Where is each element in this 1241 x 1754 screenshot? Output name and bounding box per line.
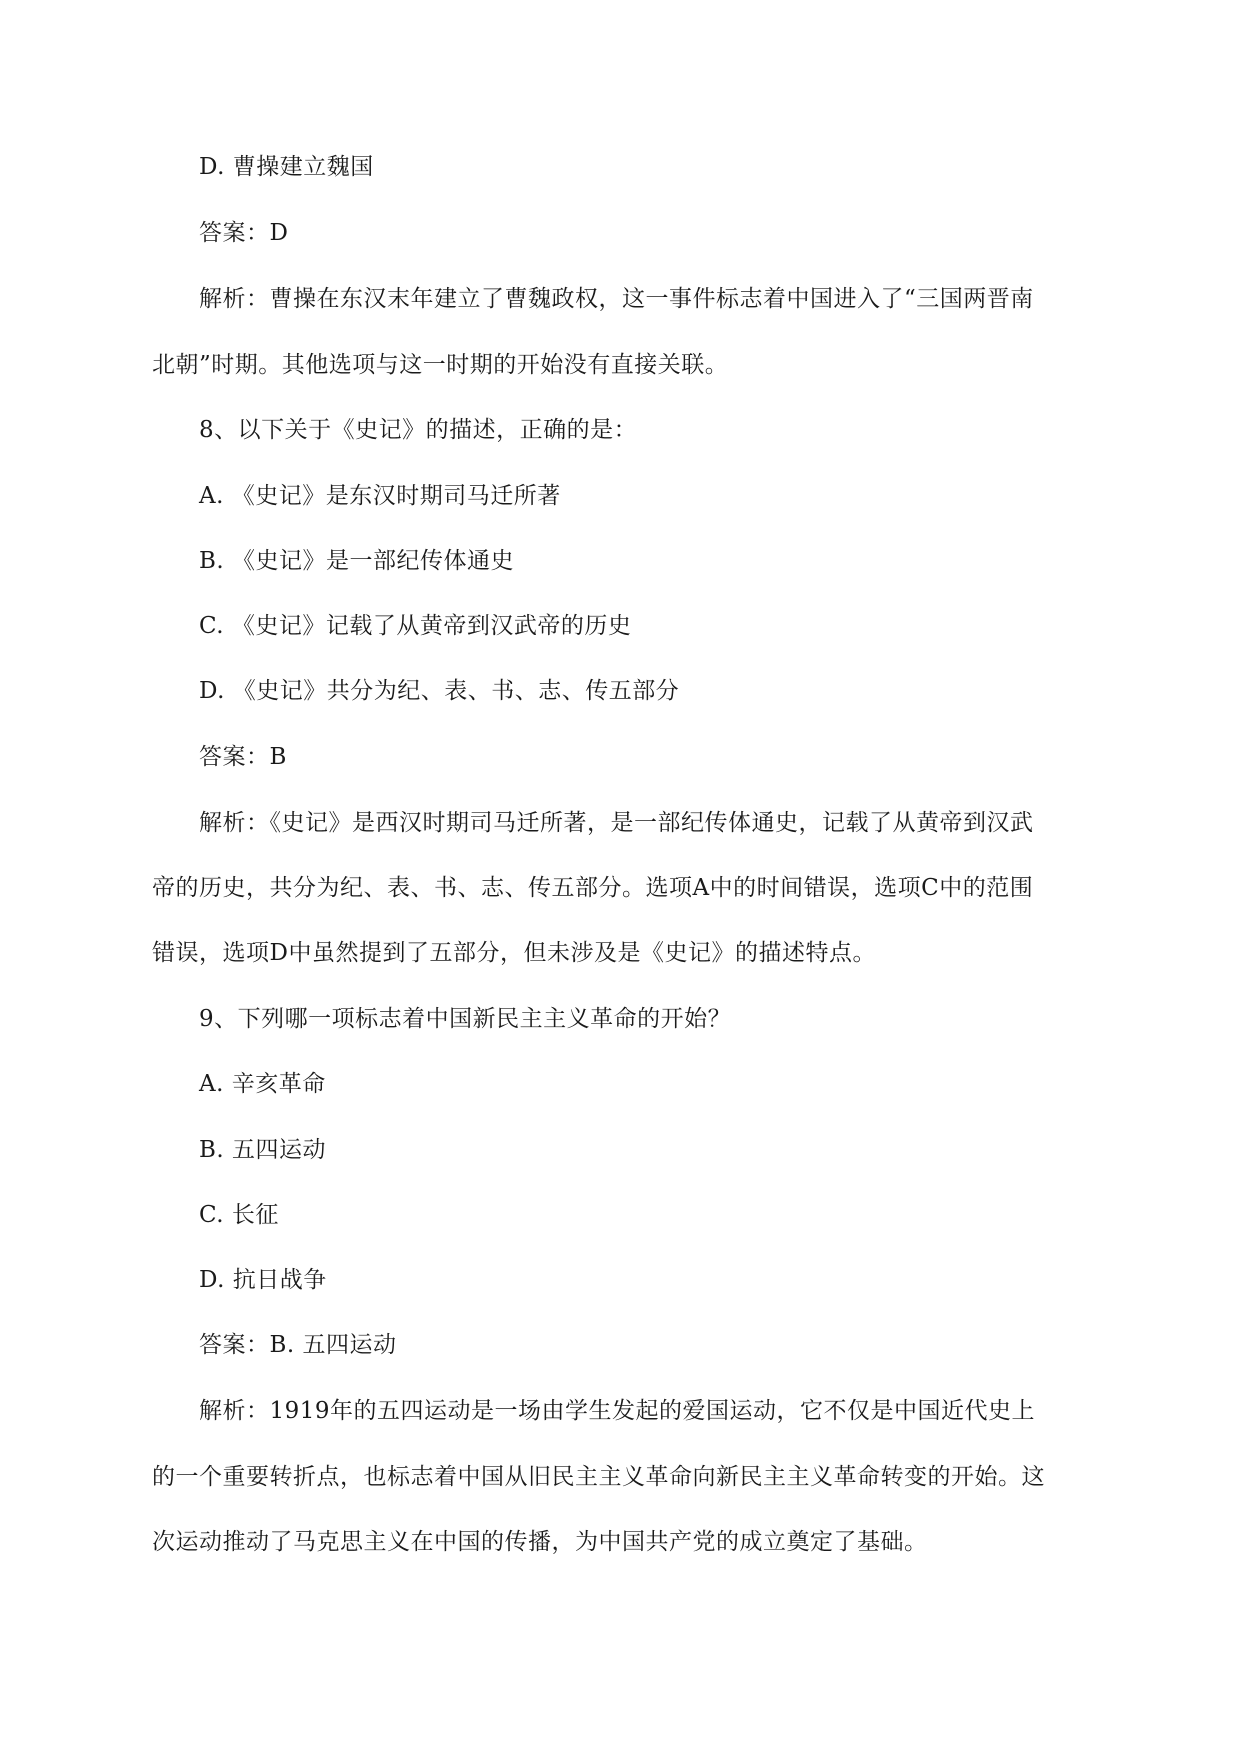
q9-question: 9、下列哪一项标志着中国新民主主义革命的开始？: [199, 1006, 732, 1032]
q8-explanation-line-3: 错误，选项D中虽然提到了五部分，但未涉及是《史记》的描述特点。: [152, 940, 876, 966]
q9-option-a: A. 辛亥革命: [199, 1071, 326, 1097]
q8-answer: 答案：B: [199, 744, 287, 770]
q8-option-b: B. 《史记》是一部纪传体通史: [199, 548, 515, 574]
q8-option-c: C. 《史记》记载了从黄帝到汉武帝的历史: [199, 613, 632, 639]
q9-option-d: D. 抗日战争: [199, 1267, 327, 1293]
q9-option-c: C. 长征: [199, 1202, 279, 1228]
q8-explanation-line-1: 解析：《史记》是西汉时期司马迁所著，是一部纪传体通史，记载了从黄帝到汉武: [199, 810, 1034, 836]
q8-question: 8、以下关于《史记》的描述，正确的是：: [199, 417, 638, 443]
q8-option-a: A. 《史记》是东汉时期司马迁所著: [199, 483, 561, 509]
q7-option-d: D. 曹操建立魏国: [199, 154, 374, 180]
q7-explanation-line-1: 解析：曹操在东汉末年建立了曹魏政权，这一事件标志着中国进入了“三国两晋南: [199, 286, 1034, 312]
q8-option-d: D. 《史记》共分为纪、表、书、志、传五部分: [199, 678, 680, 704]
q8-explanation-line-2: 帝的历史，共分为纪、表、书、志、传五部分。选项A中的时间错误，选项C中的范围: [152, 875, 1034, 901]
q9-explanation-line-2: 的一个重要转折点，也标志着中国从旧民主主义革命向新民主主义革命转变的开始。这: [152, 1464, 1045, 1490]
q9-explanation-line-3: 次运动推动了马克思主义在中国的传播，为中国共产党的成立奠定了基础。: [152, 1529, 928, 1555]
q9-answer: 答案：B. 五四运动: [199, 1332, 397, 1358]
q7-answer: 答案：D: [199, 220, 289, 246]
q7-explanation-line-2: 北朝”时期。其他选项与这一时期的开始没有直接关联。: [152, 352, 729, 378]
q9-explanation-line-1: 解析：1919年的五四运动是一场由学生发起的爱国运动，它不仅是中国近代史上: [199, 1398, 1036, 1424]
q9-option-b: B. 五四运动: [199, 1137, 327, 1163]
